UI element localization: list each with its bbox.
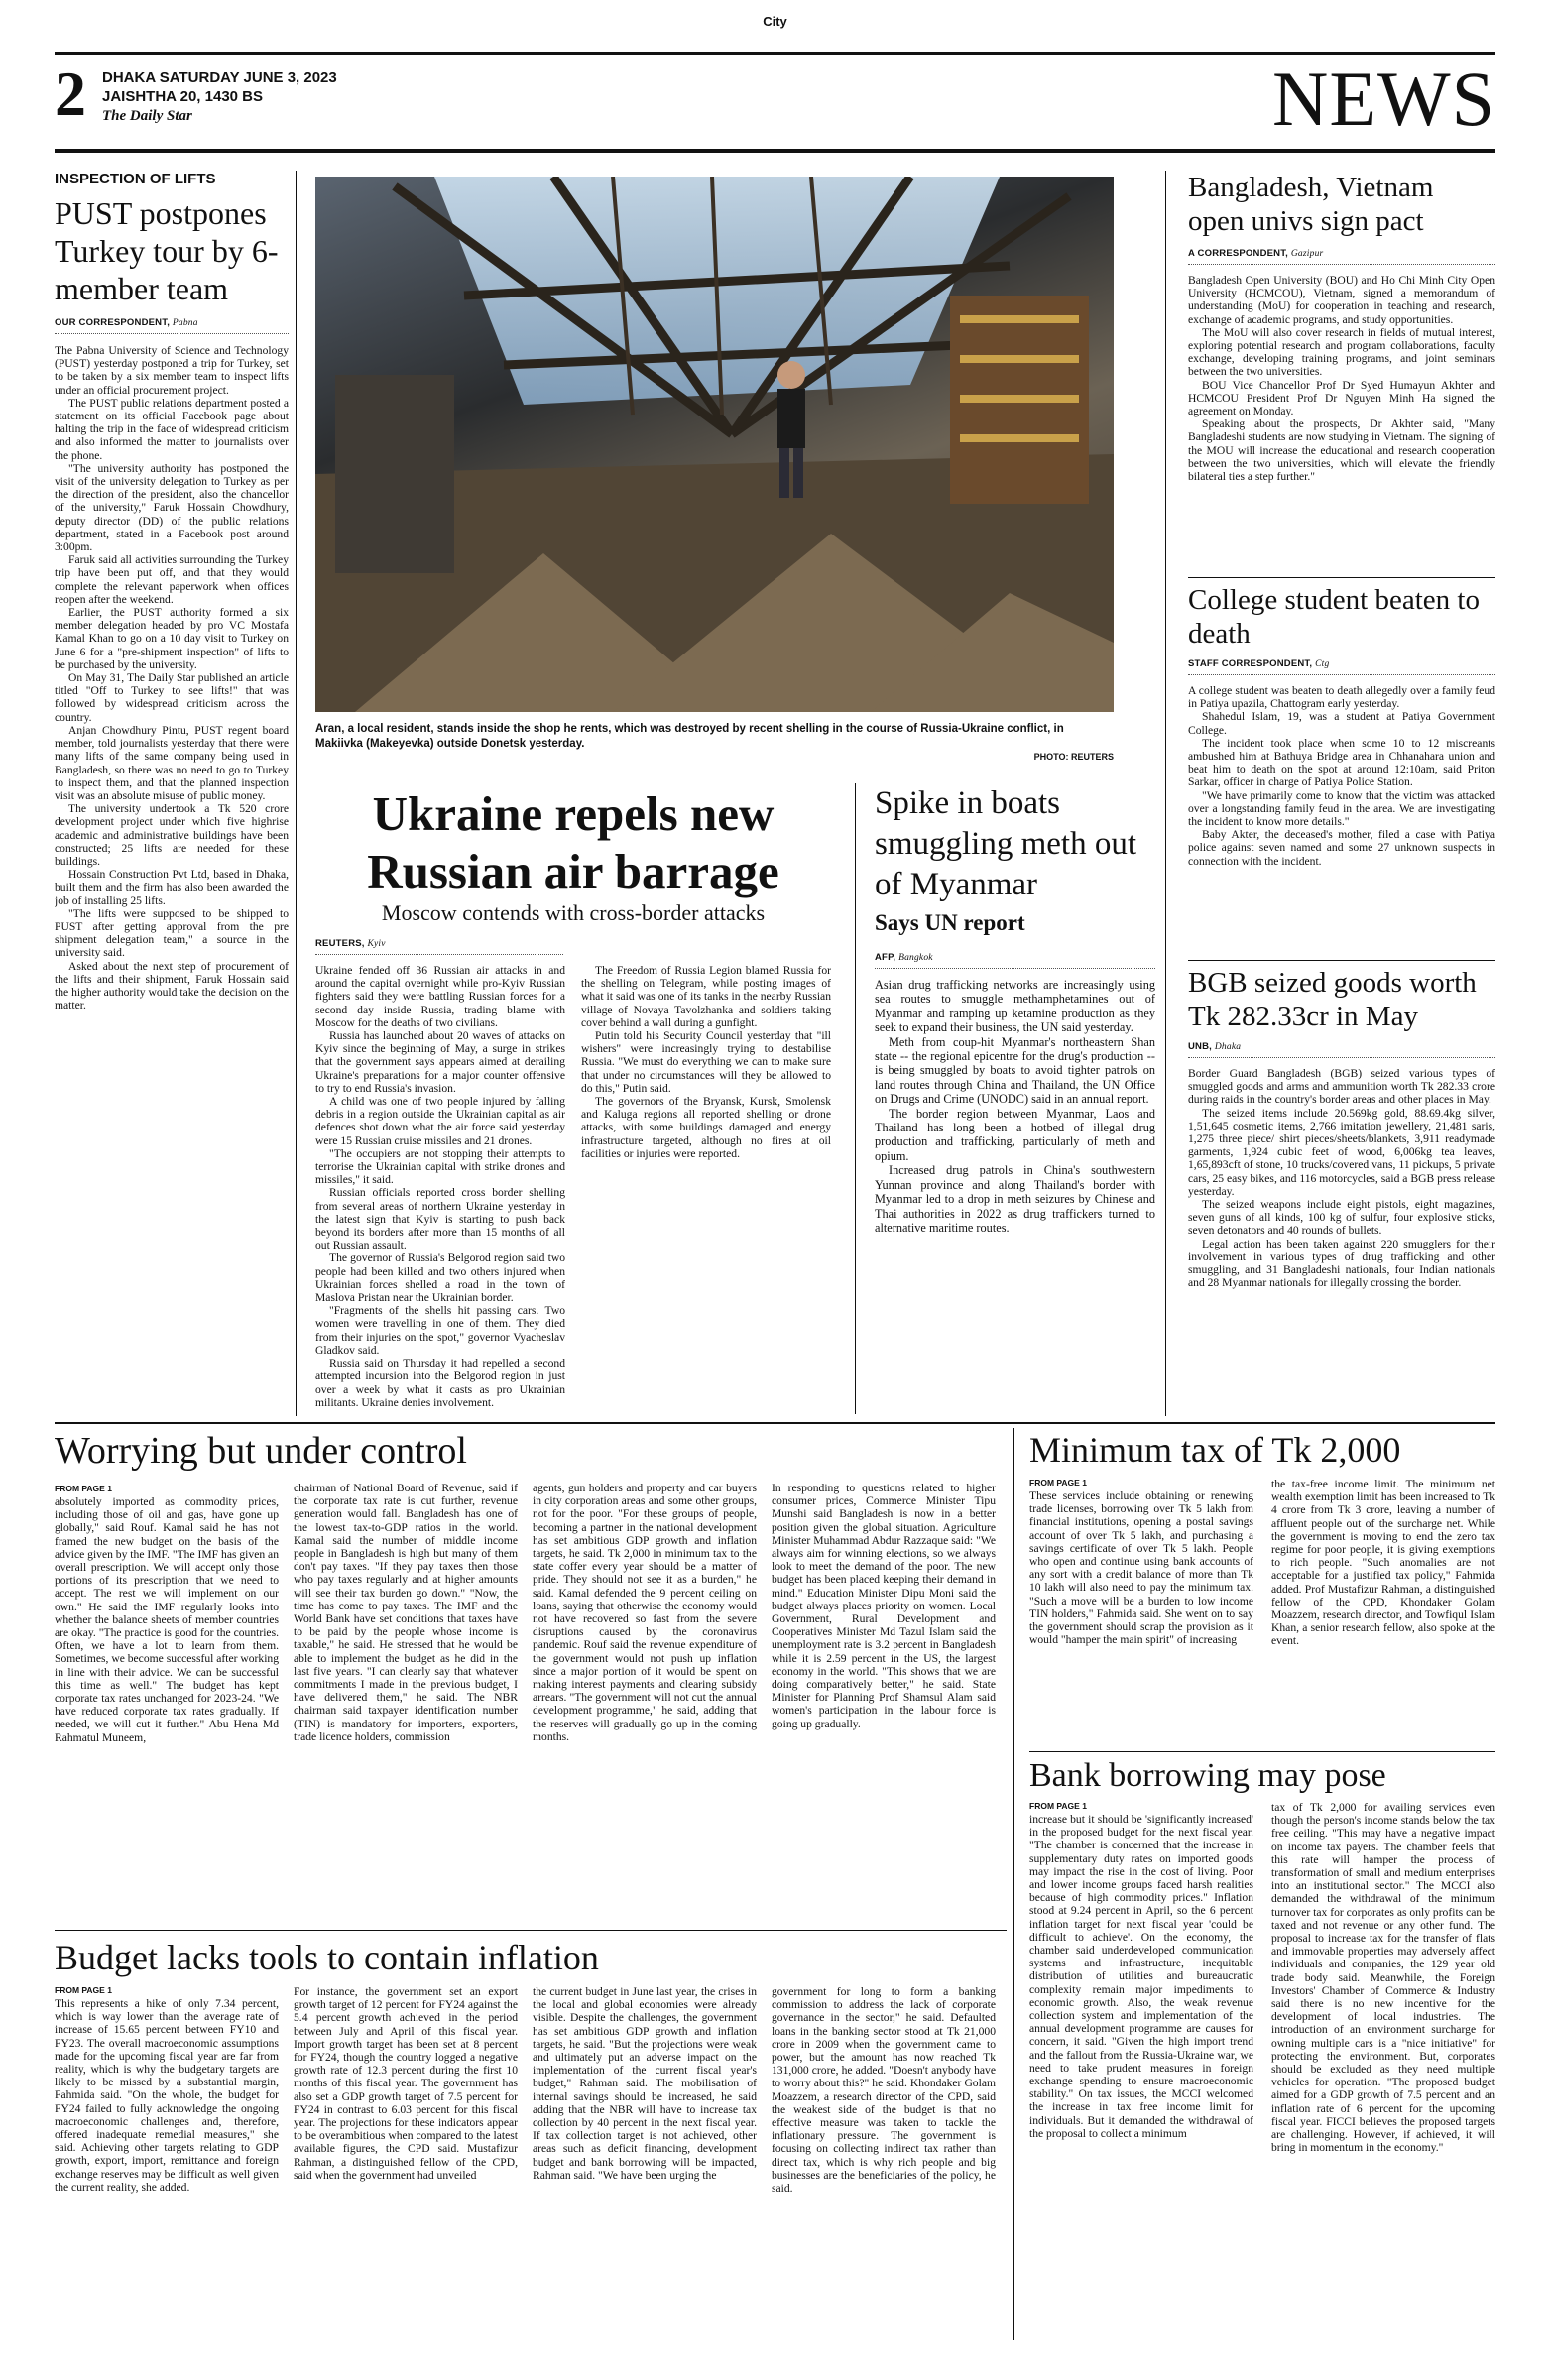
bdvn-byline: A CORRESPONDENT, Gazipur [1188, 248, 1324, 259]
paragraph: Border Guard Bangladesh (BGB) seized various types of smuggled goods and arms and ammunition worth Tk 282.33 crore during raids in the country's border areas and other places in May. [1188, 1067, 1495, 1107]
story-divider [1188, 577, 1495, 578]
college-body [1188, 684, 1495, 954]
worrying-col-4: In responding to questions related to higher consumer prices, Commerce Minister Tipu Munshi said Bangladesh is now in a better position given the global situation. Agriculture Minister Muhammad Abdur Razzaque said: "We always aim for winning elections, so we always look to meet the demand of the poor. The new budget has been placed keeping their demand in mind." Education Minister Dipu Moni said the budget always places priority on women. Local Government, Rural Development and Cooperatives Minister Md Tazul Islam said the unemployment rate is 3.2 percent in Bangladesh while it is 2.59 percent in the US, the largest economy in the world. "This shows that we are doing comparatively better," he said. State Minister for Planning Prof Shamsul Alam said women's participation in the labour force is going up gradually. [772, 1482, 996, 1730]
meth-byline: AFP, Bangkok [875, 952, 933, 963]
from-page-label: FROM PAGE 1 [1029, 1478, 1087, 1488]
worrying-col-2: chairman of National Board of Revenue, said if the corporate tax rate is cut further, revenue generation would fall. Bangladesh has one of the lowest tax-to-GDP ratios in the world. Kamal said the number of middle income people in Bangladesh is high but many of them don't pay taxes. "If they pay taxes then those who pay taxes regularly and at higher amounts will see their tax burden go down." "Now, the time has come to pay taxes. The IMF and the World Bank have set conditions that taxes have to be paid by the people whose income is taxable," he said. He stressed that he would be able to implement the budget as he did in the last five years. "I can clearly say that whatever commitments I made in the previous budget, I have delivered them," he said. The NBR chairman said taxpayer identification number (TIN) is mandatory for importers, exporters, trade licence holders, commission [294, 1482, 518, 1743]
paragraph: Shahedul Islam, 19, was a student at Patiya Government College. [1188, 710, 1495, 737]
bank-col-2: tax of Tk 2,000 for availing services even though the person's income stands below the tax free ceiling. "This may have a negative impact on income tax payers. The chamber feels that this rate will hamper the process of transformation of small and medium enterprises into an institutional sector." The MCCI also demanded the withdrawal of the minimum turnover tax for corporates as only profits can be taxed and not revenue or any other fund. The proposal to increase tax for the transfer of flats and immovable properties may adversely affect individuals and companies, the 129 year old trade body said. Meanwhile, the Foreign Investors' Chamber of Commerce & Industry said there is no new incentive for the development of local industries. The introduction of an environment surcharge for owning multiple cars is a "nice initiative" for protecting the environment. But, corporates should be excluded as they need multiple vehicles for operation. "The proposed budget aimed for a GDP growth of 7.5 percent and an inflation rate of 6 percent for the upcoming fiscal year. FICCI believes the proposed targets are challenging. However, if achieved, it will bring in momentum in the economy." [1271, 1801, 1495, 2155]
story-divider [1029, 1751, 1495, 1752]
paragraph: Speaking about the prospects, Dr Akhter said, "Many Bangladeshi students are now studying in Vietnam. The signing of the MOU will increase the educational and research cooperation between the two universities, which will elevate the friendly bilateral ties a step further." [1188, 417, 1495, 484]
paragraph: Meth from coup-hit Myanmar's northeastern Shan state -- the regional epicentre for the drug's production -- is being smuggled by boats to avoid tighter patrols on land routes through China and Thailand, the UN Office on Drugs and Crime (UNODC) said in an annual report. [875, 1034, 1155, 1107]
bdvn-body [1188, 274, 1495, 573]
photo-credit: PHOTO: REUTERS [1033, 752, 1114, 762]
column-divider [1165, 171, 1166, 1416]
photo-caption: Aran, a local resident, stands inside the shop he rents, which was destroyed by recent shelling in the course of Russia-Ukraine conflict, in Makiivka (Makeyevka) outside Donetsk yesterday. [315, 723, 1064, 750]
budget-col-4: government for long to form a banking commission to address the lack of corporate governance in the sector," he said. Defaulted loans in the banking sector stood at Tk 21,000 crore in 2009 when the government came to power, but the amount has now reached Tk 131,000 crore, he added. "Doesn't anybody have to worry about this?" he said. Khondaker Golam Moazzem, a research director of the CPD, said the weakest side of the budget is that no effective measure was taken to tackle the inflationary pressure. The government is focusing on collecting indirect tax rather than direct tax, which is why rich people and big businesses are the beneficiaries of the policy, he said. [772, 1985, 996, 2196]
paragraph: Legal action has been taken against 220 smugglers for their involvement in various types of drug trafficking and other smuggling, and 31 Bangladeshi nationals, four Indian nationals and 28 Myanmar nationals for illegally crossing the border. [1188, 1237, 1495, 1290]
meth-body [875, 978, 1155, 1412]
worrying-col-3: agents, gun holders and property and car buyers in city corporation areas and some other groups, not for the poor. "For these groups of people, becoming a partner in the national development has set ambitious GDP growth and inflation targets, he said. Tk 2,000 in minimum tax to the state coffer every year should be a matter of pride. They should not see it as a burden," he said. Kamal defended the 9 percent ceiling on loans, saying that otherwise the economy would not have recovered so fast from the severe disruptions caused by the coronavirus pandemic. Rouf said the revenue expenditure of the government would not push up inflation since a major portion of it would be spent on making interest payments and clearing subsidy arrears. "The government will not cut the annual development programme," he said, adding that the reserves will gradually go up in the coming months. [533, 1482, 757, 1743]
ukraine-body [315, 964, 831, 1412]
masthead-bottom-rule [55, 149, 1495, 153]
worrying-col-1: absolutely imported as commodity prices, including those of oil and gas, have gone up globally," said Rouf. Kamal said he has not framed the new budget on the basis of the advice given by the IMF. "The IMF has given an overall prescription. We will accept only those portions of its prescription that we need to accept. The rest we will implement on our own." He said the IMF regularly looks into whether the balance sheets of member countries are okay. "The practice is good for the countries. Often, we have a lot to learn from them. Sometimes, we become successful after working in line with their advice. We can be successful this time as well." The budget has kept corporate tax rates unchanged for 2023-24. "We have reduced corporate tax rates gradually. If needed, we will cut it further." Abu Hena Md Rahmatul Muneem, [55, 1495, 279, 1744]
ukraine-subhead: Moscow contends with cross-border attacks [381, 900, 766, 925]
budget-col-2: For instance, the government set an export growth target of 12 percent for FY24 against the 5.4 percent growth achieved in the period between July and April of this fiscal year. Import growth target has been set at 8 percent for FY24, though the country logged a negative growth rate of 12.3 percent during the first 10 months of this fiscal year. The government has also set a GDP growth target of 7.5 percent for FY24 in contrast to 6.03 percent for this fiscal year. The projections for these indicators appear to be overambitious when compared to the latest available figures, the CPD said. Mustafizur Rahman, a distinguished fellow of the CPD, said when the government had unveiled [294, 1985, 518, 2182]
paragraph: Faruk said all activities surrounding the Turkey trip have been put off, and that they would complete the relevant paperwork when offices reopen after the weekend. [55, 553, 289, 606]
dateline: DHAKA SATURDAY JUNE 3, 2023 [102, 69, 337, 86]
paragraph: Russian officials reported cross border shelling from several areas of northern Ukraine yesterday in the latest sign that Kyiv is starting to push back beyond its borders after more than 15 months of all out Russian assault. [315, 1186, 565, 1252]
paragraph: "The occupiers are not stopping their attempts to terrorise the Ukrainian capital with strike drones and missiles," it said. [315, 1146, 565, 1187]
meth-headline: Spike in boats smuggling meth out of Myanmar [875, 785, 1136, 902]
byline-divider [1188, 674, 1495, 675]
paragraph: Bangladesh Open University (BOU) and Ho Chi Minh City Open University (HCMCOU), Vietnam, signed a memorandum of understanding (MoU) for cooperation in teaching and research, exchange of academic programs, and study opportunities. [1188, 274, 1495, 326]
bank-headline: Bank borrowing may pose [1029, 1757, 1386, 1794]
page-number: 2 [55, 59, 86, 129]
byline-divider [1188, 1057, 1495, 1058]
budget-headline: Budget lacks tools to contain inflation [55, 1938, 599, 1977]
paragraph: Russia said on Thursday it had repelled a second attempted incursion into the Belgorod region in just over a week by what it casts as pro Ukrainian militants. Ukraine denies involvement. [315, 1357, 565, 1409]
paragraph: Russia has launched about 20 waves of attacks on Kyiv since the beginning of May, a surge in strikes that the government says appears aimed at derailing Ukraine's preparations for a major counter offensive to try to end Russia's invasion. [315, 1029, 565, 1095]
paragraph: The governors of the Bryansk, Kursk, Smolensk and Kaluga regions all reported shelling or drone attacks, with some buildings damaged and energy infrastructure targeted, although no fires at oil facilities or injuries were reported. [581, 1095, 831, 1160]
section-tag: City [763, 14, 787, 29]
paragraph: "We have primarily come to know that the victim was attacked over a longstanding family feud in the area. We are investigating the incident to know more details." [1188, 788, 1495, 829]
from-page-label: FROM PAGE 1 [55, 1985, 112, 1995]
paragraph: Baby Akter, the deceased's mother, filed a case with Patiya police against seven named and some 27 unknown suspects in connection with the incident. [1188, 828, 1495, 868]
college-byline: STAFF CORRESPONDENT, Ctg [1188, 658, 1330, 669]
byline-divider [875, 968, 1155, 969]
bgb-headline: BGB seized goods worth Tk 282.33cr in May [1188, 967, 1477, 1032]
column-divider [855, 783, 856, 1414]
ukraine-headline: Ukraine repels new Russian air barrage [367, 786, 779, 898]
column-divider [1013, 1428, 1014, 2340]
section-title: NEWS [1272, 56, 1495, 142]
byline-divider [315, 954, 563, 955]
from-page-label: FROM PAGE 1 [55, 1484, 112, 1493]
bgb-byline: UNB, Dhaka [1188, 1041, 1242, 1052]
ukraine-byline: REUTERS, Kyiv [315, 938, 386, 949]
paragraph: The seized items include 20.569kg gold, 88.69.4kg silver, 1,51,645 cosmetic items, 2,766 imitation jewellery, 21,481 saris, 1,275 three piece/ shirt pieces/sheets/blankets, 3,911 readymade garments, 1,924 cubic feet of wood, 6,006kg tea leaves, 1,65,893cft of stone, 10 trucks/covered vans, 11 pickups, 5 private cars, 25 easy bikes, and 116 motorcycles, said a BGB press release yesterday. [1188, 1106, 1495, 1198]
byline-divider [1188, 264, 1495, 265]
worrying-headline: Worrying but under control [55, 1430, 467, 1472]
dateline-bangla: JAISHTHA 20, 1430 BS [102, 88, 264, 105]
from-page-label: FROM PAGE 1 [1029, 1801, 1087, 1811]
paragraph: The incident took place when some 10 to 12 miscreants ambushed him at Bathuya Bridge area in Chhanahara union and beat him to death on the spot at around 12:10am, said Priton Sarkar, officer in charge of Patiya Police Station. [1188, 736, 1495, 789]
budget-col-1: This represents a hike of only 7.34 percent, which is way lower than the average rate of increase of 15.65 percent between FY10 and FY23. The overall macroeconomic assumptions made for the upcoming fiscal year are far from reality, which is why the budgetary targets are likely to be missed by a substantial margin, Fahmida said. "On the whole, the budget for FY24 failed to fully acknowledge the ongoing macroeconomic challenges and, therefore, offered inadequate remedial measures," she said. Achieving other targets relating to GDP growth, export, import, remittance and foreign exchange reserves may be difficult as well given the current reality, she added. [55, 1997, 279, 2194]
column-divider [296, 171, 297, 1416]
meth-subhead: Says UN report [875, 910, 1025, 935]
paragraph: The governor of Russia's Belgorod region said two people had been killed and two others injured when Ukrainian forces shelled a road in the town of Maslova Pristan near the Ukrainian border. [315, 1251, 565, 1305]
paragraph: Asked about the next step of procurement of the lifts and their shipment, Faruk Hossain said the higher authority would take the decision on the matter. [55, 959, 289, 1012]
news-photo [315, 177, 1114, 712]
byline-divider [55, 333, 289, 334]
pust-body [55, 344, 289, 1413]
paragraph: BOU Vice Chancellor Prof Dr Syed Humayun Akhter and HCMCOU President Prof Dr Nguyen Minh Ha signed the agreement on Monday. [1188, 378, 1495, 418]
paragraph: Anjan Chowdhury Pintu, PUST regent board member, told journalists yesterday that there were many lifts of the same company being used in Bangladesh, so there was no need to go to Turkey to inspect them, and that the planned inspection visit was an absolute misuse of public money. [55, 723, 289, 802]
paragraph: Putin told his Security Council yesterday that "ill wishers" were increasingly trying to destabilise Russia. "We must do everything we can to make sure that under no circumstances will they be allowed to do this," Putin said. [581, 1029, 831, 1095]
bank-col-1: increase but it should be 'significantly increased' in the proposed budget for the next fiscal year. "The chamber is concerned that the increase in supplementary duty rates on imported goods may impact the rise in the cost of living. Poor and lower income groups faced harsh realities because of high commodity prices." Inflation stood at 9.24 percent in April, so the 6 percent inflation target for next fiscal year 'could be difficult to achieve'. On the economy, the chamber said underdeveloped communication systems and infrastructure, inequitable distribution of utilities and bureaucratic complexity remain major impediments to economic growth. Also, the weak revenue collection system and implementation of the annual development programme are causes for concern, it said. "Given the high import trend and the fallout from the Russia-Ukraine war, we need to take prudent measures in foreign exchange spending to ensure macroeconomic stability." On tax issues, the MCCI welcomed the increase in tax free income limit for individuals. But it demanded the withdrawal of the proposal to collect a minimum [1029, 1813, 1253, 2140]
pust-kicker: INSPECTION OF LIFTS [55, 171, 216, 187]
pust-headline: PUST postpones Turkey tour by 6-member team [55, 195, 279, 306]
budget-col-3: the current budget in June last year, the crises in the local and global economies were already visible. Despite the challenges, the government has set ambitious GDP growth and inflation targets, he said. "But the projections were weak and ultimately put an adverse impact on the implementation of the current fiscal year's budget," Rahman said. The mobilisation of internal savings should be increased, he said adding that the NBR will have to increase tax collection by 40 percent in the next fiscal year. If tax collection target is not achieved, other areas such as deficit financing, development budget and bank borrowing will be impacted, Rahman said. "We have been urging the [533, 1985, 757, 2182]
destroyed-shop-image [315, 177, 1114, 712]
paragraph: The seized weapons include eight pistols, eight magazines, seven guns of all kinds, 100 kg of sulfur, four explosive sticks, seven detonators and 40 rounds of bullets. [1188, 1198, 1495, 1238]
bdvn-headline: Bangladesh, Vietnam open univs sign pact [1188, 172, 1434, 237]
paragraph: Asian drug trafficking networks are increasingly using sea routes to smuggle methamphetamines out of Myanmar and ramping up ketamine production as they seek to expand their business, the UN said yesterday. [875, 978, 1155, 1035]
paragraph: The Pabna University of Science and Technology (PUST) yesterday postponed a trip for Turkey, set to be taken by a six member team to inspect lifts under an official procurement project. [55, 344, 289, 397]
paragraph: The MoU will also cover research in fields of mutual interest, exploring potential research and program collaborations, faculty exchange, developing training programs, and joint seminars between the two universities. [1188, 325, 1495, 379]
paragraph: "Fragments of the shells hit passing cars. Two women were travelling in one of them. They died from their injuries on the spot," governor Vyacheslav Gladkov said. [315, 1304, 565, 1357]
paper-logo: The Daily Star [102, 108, 192, 124]
paragraph: "The university authority has postponed the visit of the university delegation to Turkey as per the direction of the president, also the chancellor of the university," Faruk Hossain Chowdhury, deputy director (DD) of the public relations department, stated in a Facebook post around 3:00pm. [55, 461, 289, 554]
pust-byline: OUR CORRESPONDENT, Pabna [55, 317, 198, 328]
paragraph: The PUST public relations department posted a statement on its official Facebook page about halting the trip in the face of widespread criticism and also informed the matter to journalists over the phone. [55, 396, 289, 462]
bgb-body [1188, 1067, 1495, 1414]
paragraph: "The lifts were supposed to be shipped to PUST after getting approval from the pre shipment delegation team," a source in the university said. [55, 906, 289, 960]
paragraph: A college student was beaten to death allegedly over a family feud in Patiya upazila, Chattogram early yesterday. [1188, 684, 1495, 711]
paragraph: The Freedom of Russia Legion blamed Russia for the shelling on Telegram, while posting images of what it said was one of its tanks in the nearby Russian village of Novaya Tavolzhanka and soldiers taking cover behind a wall during a gunfight. [581, 964, 831, 1029]
story-divider [1188, 960, 1495, 961]
paragraph: A child was one of two people injured by falling debris in a region outside the Ukrainian capital as air defences shot down what the air force said yesterday were 15 Russian cruise missiles and 21 drones. [315, 1095, 565, 1147]
paragraph: On May 31, The Daily Star published an article titled "Off to Turkey to see lifts!" that was followed by widespread criticism across the country. [55, 671, 289, 724]
paragraph: The university undertook a Tk 520 crore development project under which five highrise academic and administrative buildings have been constructed; 25 lifts are needed for these buildings. [55, 802, 289, 868]
paragraph: The border region between Myanmar, Laos and Thailand has long been a hotbed of illegal drug production and trafficking, particularly of meth and opium. [875, 1106, 1155, 1163]
paragraph: Increased drug patrols in China's southwestern Yunnan province and along Thailand's border with Myanmar led to a drop in meth seizures by Chinese and Thai authorities in 2022 as drug traffickers turned to alternative maritime routes. [875, 1163, 1155, 1235]
mintax-headline: Minimum tax of Tk 2,000 [1029, 1430, 1401, 1470]
paragraph: Hossain Construction Pvt Ltd, based in Dhaka, built them and the firm has also been awarded the job of installing 25 lifts. [55, 868, 289, 907]
mintax-col-2: the tax-free income limit. The minimum net wealth exemption limit has been increased to Tk 4 crore from Tk 3 crore, leaving a number of affluent people out of the surcharge net. While the government is moving to end the zero tax regime for poor people, it is giving exemptions to rich people. "Such anomalies are not acceptable for a justified tax policy," Fahmida added. Prof Mustafizur Rahman, a distinguished fellow of the CPD, Khondaker Golam Moazzem, research director, and Towfiqul Islam Khan, a senior research fellow, also spoke at the event. [1271, 1478, 1495, 1648]
paragraph: Ukraine fended off 36 Russian air attacks in and around the capital overnight while pro-Kyiv Russian fighters said they were battling Russian forces for a second day inside Russia, trading blame with Moscow for the deaths of two civilians. [315, 964, 565, 1029]
college-headline: College student beaten to death [1188, 584, 1480, 650]
story-divider [55, 1930, 1007, 1931]
masthead-top-rule [55, 52, 1495, 55]
paragraph: Earlier, the PUST authority formed a six member delegation headed by pro VC Mostafa Kamal Khan to go on a 10 day visit to Turkey on June 6 for a "pre-shipment inspection" of lifts to be purchased by the university. [55, 606, 289, 671]
mintax-col-1: These services include obtaining or renewing trade licenses, borrowing over Tk 5 lakh from financial institutions, opening a postal savings account of over Tk 5 lakh, and purchasing a savings certificate of over Tk 5 lakh. People who open and continue using bank accounts of any sort with a credit balance of more than Tk 10 lakh will also need to pay the minimum tax. "Such a move will be a burden to low income TIN holders," Fahmida said. She went on to say the government should scrap the provision as it would "hamper the main spirit" of increasing [1029, 1489, 1253, 1647]
section-divider [55, 1422, 1495, 1424]
